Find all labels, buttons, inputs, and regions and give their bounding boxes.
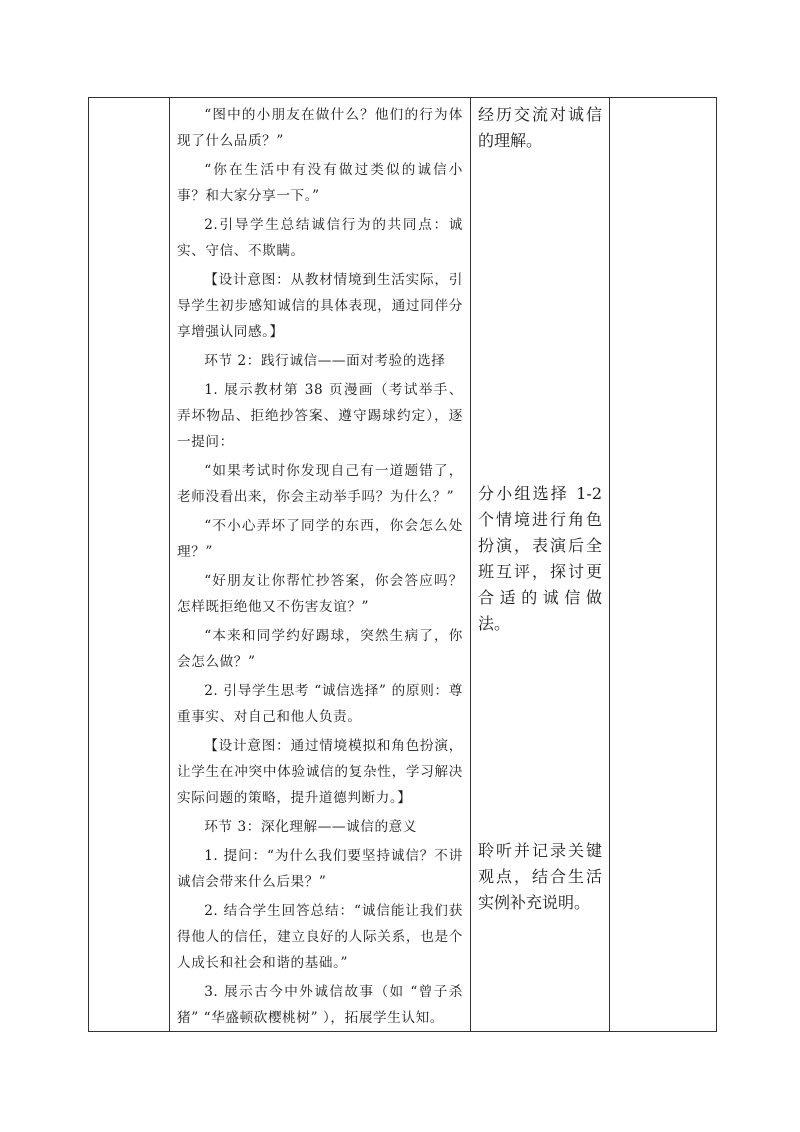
- section-heading: 环节 3：深化理解——诚信的意义: [204, 819, 418, 835]
- content-paragraph: “图中的小朋友在做什么？他们的行为体现了什么品质？”: [177, 107, 463, 149]
- activity-text: 经历交流对诚信的理解。: [478, 105, 602, 150]
- content-paragraph: “如果考试时你发现自己有一道题错了，老师没看出来，你会主动举手吗？为什么？”: [177, 463, 463, 505]
- lesson-plan-table: [88, 97, 717, 1032]
- content-paragraph: “不小心弄坏了同学的东西，你会怎么处理？”: [177, 518, 463, 560]
- activity-note: [478, 102, 602, 154]
- stage-column-cell: [89, 98, 170, 1032]
- design-intent-note: 【设计意图：通过情境模拟和角色扮演，让学生在冲突中体验诚信的复杂性，学习解决实际问题的策略，提升道德判断力。】: [177, 738, 463, 806]
- activity-note: [478, 838, 602, 916]
- teaching-content: [170, 98, 470, 1031]
- content-paragraph: 2. 引导学生思考 “诚信选择” 的原则：尊重事实、对自己和他人负责。: [177, 683, 463, 725]
- content-paragraph: 2.引导学生总结诚信行为的共同点：诚实、守信、不欺瞒。: [177, 217, 463, 259]
- activity-text: 聆听并记录关键观点，结合生活实例补充说明。: [478, 841, 602, 912]
- activity-note: [478, 481, 602, 637]
- design-intent-note: 【设计意图：从教材情境到生活实际，引导学生初步感知诚信的具体表现，通过同伴分享增强认同感。】: [177, 272, 463, 340]
- content-paragraph: “本来和同学约好踢球，突然生病了，你会怎么做？”: [177, 628, 463, 670]
- table-row: [89, 98, 717, 1032]
- activity-text: 分小组选择 1-2 个情境进行角色扮演，表演后全班互评，探讨更合适的诚信做法。: [478, 484, 602, 633]
- teaching-content-cell: [170, 98, 471, 1032]
- content-paragraph: “好朋友让你帮忙抄答案，你会答应吗？怎样既拒绝他又不伤害友谊？”: [177, 573, 463, 615]
- section-heading: 环节 2：践行诚信——面对考验的选择: [204, 353, 446, 369]
- content-paragraph: 1. 提问：“为什么我们要坚持诚信？不讲诚信会带来什么后果？”: [177, 848, 463, 890]
- student-activity: [471, 98, 609, 1031]
- notes-column-cell: [610, 98, 717, 1032]
- content-paragraph: 3. 展示古今中外诚信故事（如 “曾子杀猪” “华盛顿砍樱桃树” ），拓展学生认知。: [177, 984, 463, 1026]
- content-paragraph: 2. 结合学生回答总结：“诚信能让我们获得他人的信任，建立良好的人际关系，也是个人成长和社会和谐的基础。”: [177, 903, 463, 971]
- student-activity-cell: [471, 98, 610, 1032]
- content-paragraph: 1. 展示教材第 38 页漫画（考试举手、弄坏物品、拒绝抄答案、遵守踢球约定），逐一提问：: [177, 382, 463, 450]
- content-paragraph: “你在生活中有没有做过类似的诚信小事？和大家分享一下。”: [177, 162, 463, 204]
